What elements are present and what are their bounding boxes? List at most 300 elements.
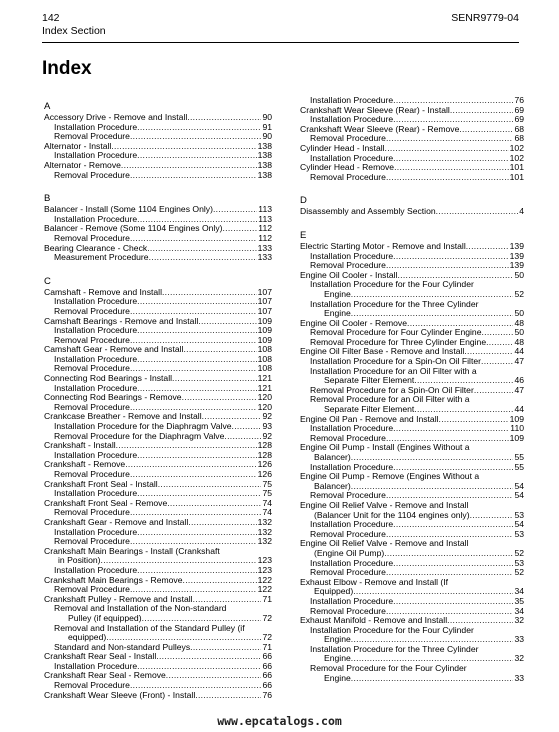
page-reference: 48: [514, 317, 524, 328]
page-reference: 50: [514, 327, 524, 338]
page-reference: 71: [262, 641, 272, 652]
entry-text: Removal Procedure: [310, 528, 386, 539]
page-reference: 34: [514, 605, 524, 616]
entry-text: Installation Procedure: [310, 114, 394, 125]
entry-text: Cylinder Head - Install: [300, 142, 385, 153]
entry-text: Installation Procedure: [310, 519, 394, 530]
index-subentry[interactable]: [44, 624, 272, 643]
page-reference: 91: [262, 121, 272, 132]
entry-text: Crankshaft Gear - Remove and Install: [44, 516, 189, 527]
page-reference: 128: [257, 440, 272, 451]
entry-text: Installation Procedure: [310, 95, 394, 105]
entry-text: Crankshaft Pulley - Remove and Install: [44, 593, 193, 604]
entry-text: Engine Oil Pump - Install (Engines Without a: [300, 442, 470, 453]
dot-leader: [393, 154, 509, 164]
entry-text: Removal Procedure: [310, 567, 386, 578]
dot-leader: [149, 253, 257, 263]
index-entry[interactable]: [300, 501, 524, 520]
entry-text: Connecting Rod Bearings - Remove: [44, 392, 182, 403]
page-reference: 139: [509, 260, 524, 271]
page-reference: 54: [514, 519, 524, 530]
dot-leader: [190, 643, 261, 653]
entry-text: Installation Procedure: [54, 488, 138, 499]
page-reference: 109: [509, 432, 524, 443]
index-subentry[interactable]: [44, 253, 272, 263]
dot-leader: [121, 161, 257, 171]
section-letter: E: [300, 229, 307, 241]
page-reference: 68: [514, 123, 524, 134]
page-reference: 121: [257, 382, 272, 393]
page-reference: 47: [514, 356, 524, 367]
page-reference: 139: [509, 240, 524, 251]
entry-text: Installation Procedure: [54, 382, 138, 393]
index-entry[interactable]: [300, 578, 524, 597]
dot-leader: [351, 674, 514, 684]
entry-text: Removal Procedure: [310, 605, 386, 616]
entry-text: Engine Oil Filter Base - Remove and Install: [300, 346, 465, 357]
page-reference: 34: [514, 586, 524, 597]
entry-text: Engine Oil Cooler - Install: [300, 269, 398, 280]
dot-leader: [386, 261, 509, 271]
page-reference: 44: [514, 346, 524, 357]
page-reference: 53: [514, 557, 524, 568]
entry-text: Crankcase Breather - Remove and Install: [44, 411, 202, 422]
entry-text: Removal and Installation of the Non-standard: [54, 603, 227, 614]
page-reference: 126: [257, 469, 272, 479]
page-reference: 33: [514, 634, 524, 645]
page-reference: 112: [258, 232, 272, 243]
page-reference: 75: [262, 488, 272, 499]
entry-text: Removal Procedure: [54, 305, 130, 316]
index-entry[interactable]: [300, 207, 524, 217]
dot-leader: [384, 549, 513, 559]
entry-text: Exhaust Elbow - Remove and Install (If: [300, 576, 449, 587]
page-number: 142: [42, 12, 60, 24]
dot-leader: [470, 511, 514, 521]
index-column-right: [300, 96, 524, 683]
entry-text: Installation Procedure for the Three Cylinder: [310, 298, 479, 309]
index-subentry[interactable]: [300, 280, 524, 299]
entry-text: Camshaft Bearings - Remove and Install: [44, 315, 199, 326]
page-reference: 47: [514, 384, 524, 395]
entry-text: Installation Procedure: [310, 557, 394, 568]
page-reference: 52: [514, 567, 524, 578]
dot-leader: [130, 171, 257, 181]
entry-text: Installation Procedure: [54, 449, 138, 460]
entry-text-continued: Balancer): [314, 480, 351, 491]
entry-text: Bearing Clearance - Check: [44, 242, 148, 253]
entry-text: Alternator - Install: [44, 140, 112, 151]
index-entry[interactable]: [300, 472, 524, 491]
page-reference: 138: [257, 150, 272, 161]
entry-text: Removal Procedure for an Oil Filter with a: [310, 394, 470, 405]
page-reference: 68: [514, 133, 524, 144]
section-gap: [300, 182, 524, 190]
section-letter: D: [300, 195, 307, 207]
dot-leader: [130, 132, 261, 142]
page-reference: 53: [514, 509, 524, 520]
dot-leader: [393, 520, 513, 530]
page-reference: 74: [262, 497, 272, 508]
entry-text: Removal Procedure: [54, 363, 130, 374]
page-reference: 107: [257, 296, 272, 307]
dot-leader: [183, 576, 257, 586]
entry-text: Crankshaft - Install: [44, 440, 116, 451]
page-reference: 66: [262, 680, 272, 691]
entry-text: Engine Oil Relief Valve - Remove and Install: [300, 538, 469, 549]
entry-text: Removal Procedure: [54, 131, 130, 142]
entry-text: Removal Procedure: [54, 680, 130, 691]
page-reference: 132: [257, 536, 272, 547]
entry-text: Removal Procedure: [54, 584, 130, 595]
entry-text: Removal Procedure for Three Cylinder Engine: [310, 336, 487, 347]
entry-text: Removal Procedure: [54, 536, 130, 547]
page-reference: 112: [258, 223, 272, 234]
dot-leader: [166, 671, 262, 681]
page-reference: 102: [509, 152, 524, 163]
dot-leader: [172, 374, 257, 384]
page-header-left: [42, 12, 106, 38]
index-entry[interactable]: [300, 443, 524, 462]
dot-leader: [147, 244, 256, 254]
dot-leader: [386, 134, 513, 144]
entry-text-continued: Engine: [324, 634, 351, 645]
entry-text: Installation Procedure: [54, 325, 138, 336]
dot-leader: [232, 422, 262, 432]
index-column-left: [44, 96, 272, 700]
section-letter: A: [44, 101, 51, 112]
entry-text: Crankshaft Main Bearings - Install (Crankshaft: [44, 545, 220, 556]
entry-text: Removal Procedure: [310, 171, 386, 182]
entry-text-continued: (Balancer Unit for the 1104 engines only): [314, 509, 470, 520]
entry-text: Crankshaft Main Bearings - Remove: [44, 574, 183, 585]
dot-leader: [137, 123, 261, 133]
dot-leader: [213, 205, 257, 215]
entry-text-continued: Pulley (if equipped): [68, 612, 142, 623]
dot-leader: [137, 326, 257, 336]
entry-text: Alternator - Remove: [44, 159, 121, 170]
section-letter: B: [44, 193, 51, 205]
dot-leader: [394, 163, 509, 173]
entry-text: Standard and Non-standard Pulleys: [54, 641, 191, 652]
page-reference: 72: [262, 632, 272, 643]
entry-text: Removal Procedure: [54, 334, 130, 345]
entry-text: Exhaust Manifold - Remove and Install: [300, 615, 448, 626]
entry-text: Crankshaft Front Seal - Install: [44, 478, 158, 489]
dot-leader: [137, 297, 257, 307]
section-name: Index Section: [42, 25, 106, 37]
entry-text: Installation Procedure: [310, 595, 394, 606]
entry-text: Installation Procedure for the Three Cylinder: [310, 643, 479, 654]
dot-leader: [198, 317, 256, 327]
entry-text: Installation Procedure: [54, 564, 138, 575]
dot-leader: [436, 207, 519, 217]
dot-leader: [195, 691, 261, 701]
page-reference: 122: [257, 574, 272, 585]
entry-text: Installation Procedure: [54, 353, 138, 364]
page-reference: 121: [257, 373, 272, 384]
entry-text: Installation Procedure: [310, 423, 394, 434]
entry-text: Installation Procedure: [310, 461, 394, 472]
entry-text-continued: Separate Filter Element: [324, 404, 415, 415]
entry-text: Camshaft - Remove and Install: [44, 286, 162, 297]
dot-leader: [137, 151, 257, 161]
dot-leader: [474, 386, 514, 396]
page-reference: 113: [258, 204, 272, 215]
entry-text: Removal Procedure: [310, 133, 386, 144]
index-subentry[interactable]: [300, 367, 524, 386]
entry-text: Installation Procedure: [54, 526, 138, 537]
entry-text: Removal Procedure: [54, 401, 130, 412]
page-reference: 54: [514, 490, 524, 501]
entry-text: Installation Procedure: [54, 213, 138, 224]
page-reference: 93: [262, 421, 272, 432]
page-reference: 46: [514, 375, 524, 386]
page-reference: 138: [257, 159, 272, 170]
page-reference: 123: [257, 564, 272, 575]
page-reference: 52: [514, 288, 524, 299]
dot-leader: [481, 328, 513, 338]
index-subentry[interactable]: [300, 395, 524, 414]
dot-leader: [466, 242, 509, 252]
section-letter: C: [44, 275, 51, 287]
dot-leader: [385, 144, 509, 154]
index-entry[interactable]: [300, 539, 524, 558]
dot-leader: [386, 173, 509, 183]
page-reference: 74: [262, 507, 272, 518]
page-reference: 123: [257, 555, 272, 566]
entry-text: Installation Procedure for a Spin-On Oil Filter: [310, 356, 481, 367]
dot-leader: [222, 224, 257, 234]
index-subentry[interactable]: [300, 664, 524, 683]
page-title: Index: [42, 58, 92, 79]
index-subentry[interactable]: [300, 300, 524, 319]
entry-text-continued: Separate Filter Element: [324, 375, 415, 386]
index-section: [44, 263, 272, 701]
entry-text: Engine Oil Pump - Remove (Engines Without a: [300, 471, 480, 482]
page-reference: 66: [262, 660, 272, 671]
page-reference: 120: [257, 392, 272, 403]
entry-text-continued: Engine: [324, 672, 351, 683]
entry-text: Disassembly and Assembly Section: [300, 206, 436, 217]
page-reference: 53: [514, 528, 524, 539]
entry-text: Crankshaft Wear Sleeve (Rear) - Install: [300, 104, 450, 115]
entry-text-continued: Engine: [324, 653, 351, 664]
page-reference: 76: [514, 95, 524, 105]
dot-leader: [393, 597, 513, 607]
dot-leader: [450, 106, 514, 116]
page-reference: 92: [262, 411, 272, 422]
entry-text-continued: Equipped): [314, 586, 354, 597]
page-reference: 101: [509, 162, 524, 173]
entry-text-continued: Engine: [324, 308, 351, 319]
entry-text: Removal Procedure: [54, 469, 130, 479]
dot-leader: [486, 338, 513, 348]
page-reference: 50: [514, 308, 524, 319]
entry-text: Installation Procedure: [54, 150, 138, 161]
dot-leader: [459, 125, 513, 135]
entry-text: Installation Procedure: [54, 121, 138, 132]
dot-leader: [393, 424, 509, 434]
page-reference: 110: [510, 423, 524, 434]
entry-text: Measurement Procedure: [54, 252, 149, 263]
dot-leader: [393, 252, 509, 262]
page-reference: 92: [262, 430, 272, 441]
page-reference: 32: [514, 615, 524, 626]
page-reference: 72: [262, 612, 272, 623]
entry-text: Camshaft Gear - Remove and Install: [44, 344, 184, 355]
index-subentry[interactable]: [300, 645, 524, 664]
page-reference: 122: [257, 584, 272, 595]
section-gap: [300, 217, 524, 225]
entry-text: Removal Procedure: [54, 169, 130, 180]
page-reference: 44: [514, 404, 524, 415]
dot-leader: [393, 559, 513, 569]
page-reference: 52: [514, 547, 524, 558]
page-reference: 108: [257, 353, 272, 364]
entry-text: Removal Procedure for Four Cylinder Engine: [310, 327, 482, 338]
dot-leader: [183, 345, 256, 355]
dot-leader: [137, 528, 257, 538]
index-subentry[interactable]: [44, 604, 272, 623]
section-gap: [44, 263, 272, 271]
page-reference: 133: [257, 252, 272, 263]
entry-text: Electric Starting Motor - Remove and Install: [300, 240, 466, 251]
page-reference: 90: [262, 112, 272, 122]
index-section: [44, 180, 272, 263]
dot-leader: [224, 432, 261, 442]
entry-text: Removal Procedure: [310, 260, 386, 271]
header-divider: [42, 42, 519, 43]
index-subentry[interactable]: [300, 626, 524, 645]
page-reference: 32: [514, 653, 524, 664]
page-reference: 138: [257, 140, 272, 151]
entry-text: Removal Procedure for the Four Cylinder: [310, 663, 467, 674]
document-id: SENR9779-04: [451, 12, 519, 24]
page-reference: 109: [257, 315, 272, 326]
entry-text: Balancer - Remove (Some 1104 Engines Only): [44, 223, 223, 234]
page-reference: 128: [257, 449, 272, 460]
entry-text: Removal Procedure for the Diaphragm Valve: [54, 430, 225, 441]
entry-text: Removal Procedure: [54, 507, 130, 518]
page-reference: 35: [514, 595, 524, 606]
page-reference: 107: [257, 305, 272, 316]
section-gap: [44, 180, 272, 188]
dot-leader: [188, 518, 256, 528]
page-reference: 48: [514, 336, 524, 347]
entry-text: Installation Procedure: [310, 250, 394, 261]
entry-text: Engine Oil Pan - Remove and Install: [300, 413, 439, 424]
page-reference: 126: [257, 459, 272, 470]
page-reference: 109: [257, 325, 272, 336]
page-reference: 54: [514, 480, 524, 491]
dot-leader: [137, 451, 257, 461]
entry-text: Cylinder Head - Remove: [300, 162, 395, 173]
index-section: [44, 100, 272, 180]
dot-leader: [439, 415, 509, 425]
dot-leader: [481, 357, 513, 367]
entry-text: Removal and Installation of the Standard Pulley (if: [54, 622, 245, 633]
entry-text: Connecting Rod Bearings - Install: [44, 373, 173, 384]
index-subentry[interactable]: [44, 171, 272, 181]
page-reference: 109: [509, 413, 524, 424]
page-reference: 50: [514, 269, 524, 280]
entry-text-continued: Balancer): [314, 452, 351, 462]
page-reference: 69: [514, 104, 524, 115]
page-reference: 71: [262, 593, 272, 604]
entry-text-continued: (Engine Oil Pump): [314, 547, 385, 558]
page-reference: 75: [262, 478, 272, 489]
page-reference: 120: [257, 401, 272, 412]
dot-leader: [182, 393, 257, 403]
dot-leader: [156, 652, 261, 662]
index-entry[interactable]: [44, 547, 272, 566]
entry-text: Removal Procedure: [310, 490, 386, 501]
entry-text: Balancer - Install (Some 1104 Engines Only): [44, 204, 213, 215]
page-reference: 4: [519, 206, 524, 217]
page-reference: 55: [514, 461, 524, 472]
entry-text: Removal Procedure: [54, 232, 130, 243]
dot-leader: [167, 499, 261, 509]
dot-leader: [130, 234, 257, 244]
page-reference: 107: [257, 286, 272, 297]
page-reference: 132: [257, 526, 272, 537]
entry-text: Removal Procedure: [310, 432, 386, 443]
dot-leader: [125, 460, 256, 470]
entry-text: Engine Oil Relief Valve - Remove and Install: [300, 499, 469, 510]
page-reference: 33: [514, 672, 524, 683]
entry-text: Engine Oil Cooler - Remove: [300, 317, 407, 328]
entry-text: Crankshaft Front Seal - Remove: [44, 497, 168, 508]
entry-text: Installation Procedure for an Oil Filter with a: [310, 365, 477, 376]
entry-text-continued: in Position): [58, 555, 101, 566]
page-reference: 133: [257, 242, 272, 253]
index-subentry[interactable]: [300, 173, 524, 183]
page-reference: 66: [262, 670, 272, 681]
page-reference: 108: [257, 363, 272, 374]
dot-leader: [158, 480, 262, 490]
entry-text: Installation Procedure: [54, 296, 138, 307]
entry-text: Accessory Drive - Remove and Install: [44, 112, 188, 122]
page-reference: 90: [262, 131, 272, 142]
page-reference: 69: [514, 114, 524, 125]
index-entry[interactable]: [44, 691, 272, 701]
entry-text: Installation Procedure: [310, 152, 394, 163]
page-reference: 76: [262, 689, 272, 700]
entry-text: Crankshaft - Remove: [44, 459, 126, 470]
page-reference: 138: [257, 169, 272, 180]
page-reference: 132: [257, 516, 272, 527]
dot-leader: [187, 113, 261, 123]
index-section: [300, 182, 524, 217]
entry-text-continued: Engine: [324, 288, 351, 299]
page-reference: 139: [509, 250, 524, 261]
dot-leader: [162, 288, 257, 298]
entry-text: Crankshaft Rear Seal - Remove: [44, 670, 166, 681]
page-reference: 109: [257, 334, 272, 345]
watermark-url: www.epcatalogs.com: [217, 714, 342, 728]
entry-text: Installation Procedure for the Diaphragm Valve: [54, 421, 232, 432]
entry-text: Installation Procedure: [54, 660, 138, 671]
entry-text-continued: equipped): [68, 632, 107, 643]
page-reference: 102: [509, 142, 524, 153]
page-reference: 108: [257, 344, 272, 355]
page-reference: 66: [262, 651, 272, 662]
entry-text: Crankshaft Wear Sleeve (Front) - Install: [44, 689, 196, 700]
entry-text: Installation Procedure for the Four Cylinder: [310, 624, 474, 635]
dot-leader: [137, 355, 257, 365]
entry-text: Removal Procedure for a Spin-On Oil Filter: [310, 384, 474, 395]
